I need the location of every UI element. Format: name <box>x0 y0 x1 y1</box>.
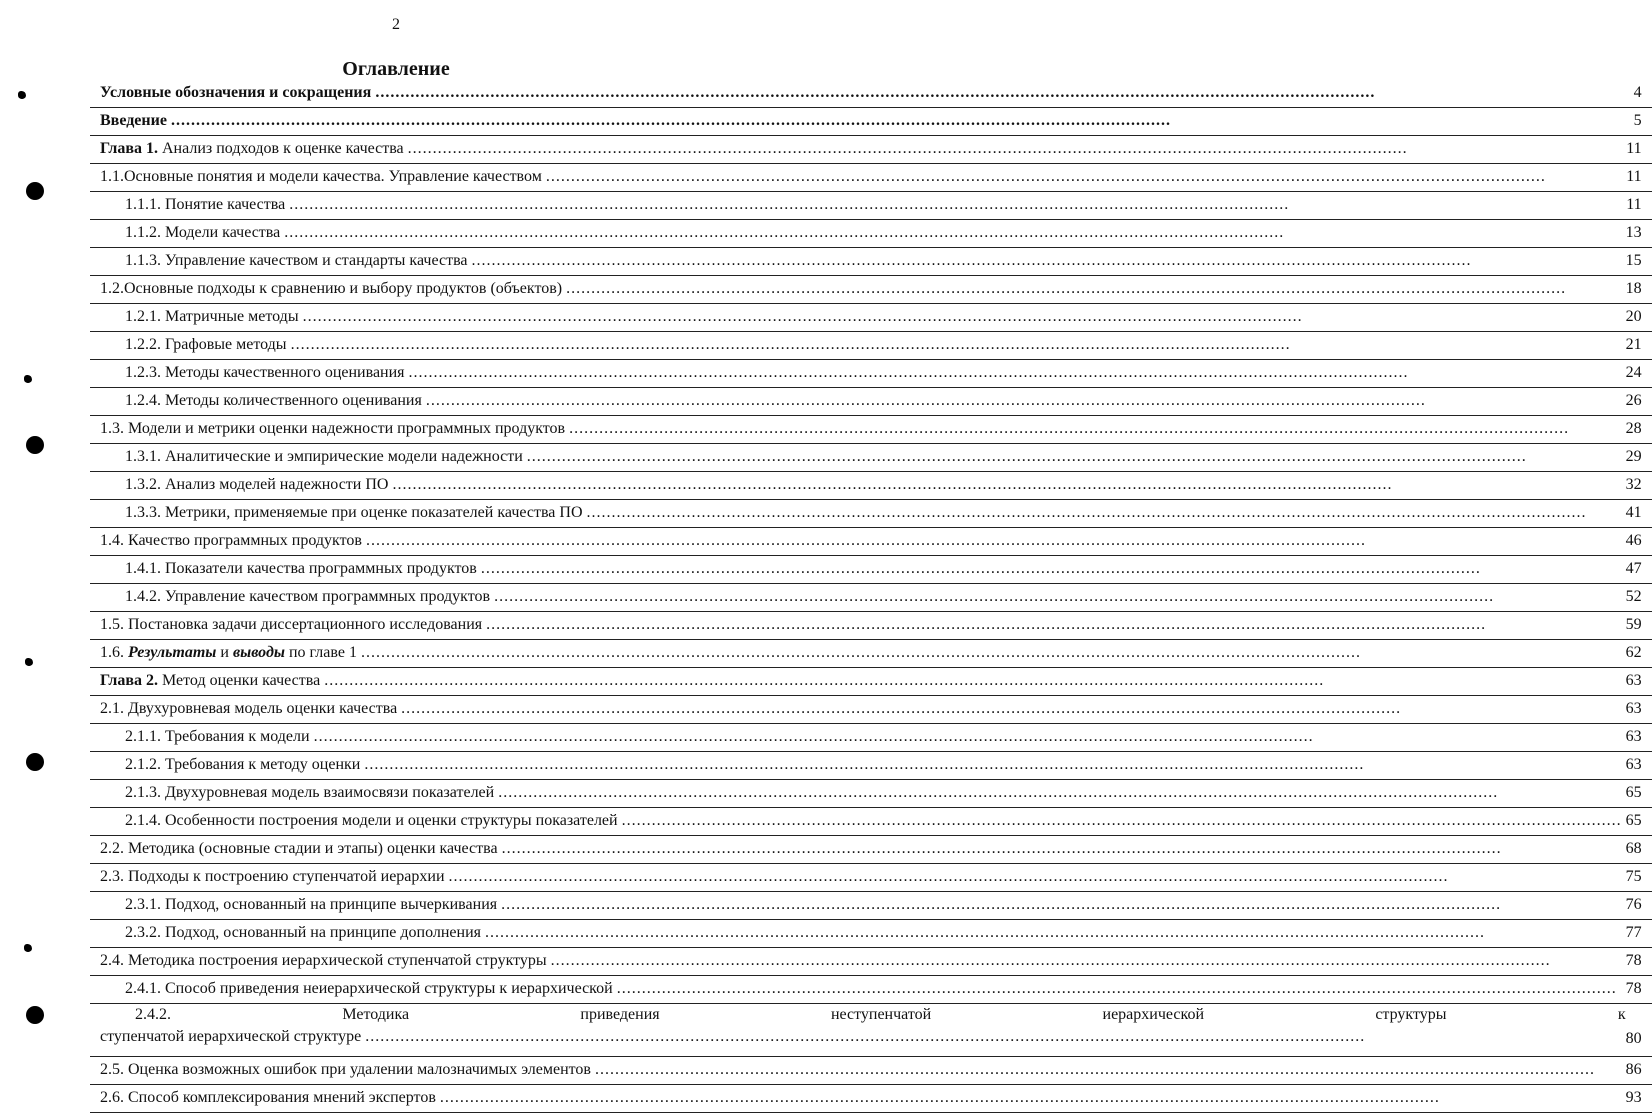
toc-entry-text <box>90 752 1626 780</box>
toc-entry-label: 1.1.3. Управление качеством и стандарты качества <box>125 252 468 269</box>
toc-entry <box>90 472 1652 500</box>
toc-entry <box>90 108 1652 136</box>
toc-entry-label: 2.3. Подходы к построению ступенчатой иерархии <box>100 868 445 885</box>
toc-entry-text <box>90 332 1626 360</box>
toc-entry-text <box>90 892 1626 920</box>
toc-entry-label <box>100 668 320 694</box>
toc-entry-label: 1.4. Качество программных продуктов <box>100 532 362 549</box>
toc-page-number: 63 <box>1626 668 1652 696</box>
toc-entry-text <box>90 388 1626 416</box>
toc-entry-line <box>125 472 1626 498</box>
toc-entry <box>90 668 1652 696</box>
toc-entry-part: по главе 1 <box>284 644 357 661</box>
toc-entry-line <box>100 864 1626 890</box>
toc-entry <box>90 388 1652 416</box>
toc-entry <box>90 1057 1652 1085</box>
toc-title: Оглавление <box>342 58 450 80</box>
toc-page-number: 13 <box>1626 220 1652 248</box>
toc-entry <box>90 920 1652 948</box>
toc-entry-line <box>100 836 1626 862</box>
toc-page-number: 93 <box>1626 1085 1652 1113</box>
toc-entry <box>90 136 1652 164</box>
toc-entry-part: Результаты <box>128 644 217 661</box>
toc-entry-label: 2.3.2. Подход, основанный на принципе дополнения <box>125 924 482 941</box>
toc-entry-text <box>90 1004 1626 1057</box>
toc-entry-label: 1.1.2. Модели качества <box>125 224 281 241</box>
toc-entry <box>90 332 1652 360</box>
toc-entry <box>90 220 1652 248</box>
toc-page-number: 52 <box>1626 584 1652 612</box>
toc-entry-text <box>90 192 1626 220</box>
toc-entry-text <box>90 416 1626 444</box>
dot-leader <box>401 696 1621 722</box>
toc-entry-line <box>125 192 1626 218</box>
toc-page-number: 28 <box>1626 416 1652 444</box>
toc-entry-label: 1.4.2. Управление качеством программных продуктов <box>125 588 491 605</box>
toc-entry <box>90 276 1652 304</box>
toc-entry <box>90 724 1652 752</box>
chapter-title: Метод оценки качества <box>158 672 321 689</box>
toc-page-number: 24 <box>1626 360 1652 388</box>
toc-entry <box>90 640 1652 668</box>
toc-entry-line <box>100 1085 1626 1111</box>
toc-entry-label <box>100 640 357 666</box>
dot-leader <box>284 220 1621 246</box>
toc-entry-label: 1.3. Модели и метрики оценки надежности программных продуктов <box>100 420 566 437</box>
toc-entry-label: 1.5. Постановка задачи диссертационного исследования <box>100 616 483 633</box>
toc-entry-text <box>90 836 1626 864</box>
dot-leader <box>440 1085 1622 1111</box>
dot-leader <box>289 192 1621 218</box>
dot-leader <box>527 444 1622 470</box>
toc-page-number: 63 <box>1626 752 1652 780</box>
toc-entry <box>90 612 1652 640</box>
toc-entry <box>90 752 1652 780</box>
toc-entry-text <box>90 864 1626 892</box>
toc-entry-line <box>125 444 1626 470</box>
toc-page-number: 5 <box>1626 108 1652 136</box>
toc-page-number: 4 <box>1626 80 1652 108</box>
toc-entry-label: 1.3.3. Метрики, применяемые при оценке показателей качества ПО <box>125 504 583 521</box>
dot-leader <box>494 584 1622 610</box>
toc-entry-text <box>90 276 1626 304</box>
toc-entry-label: 1.1.1. Понятие качества <box>125 196 286 213</box>
dot-leader <box>472 248 1622 274</box>
toc-entry-text <box>90 500 1626 528</box>
toc-entry-line <box>125 500 1626 526</box>
toc-entry-label: 2.1. Двухуровневая модель оценки качества <box>100 700 398 717</box>
toc-entry-label: 1.4.1. Показатели качества программных продуктов <box>125 560 477 577</box>
dot-leader <box>361 640 1622 666</box>
chapter-title: Анализ подходов к оценке качества <box>158 140 404 157</box>
toc-entry <box>90 556 1652 584</box>
toc-entry-label: 1.2.1. Матричные методы <box>125 308 299 325</box>
toc-entry-text <box>90 248 1626 276</box>
toc-entry-line <box>100 164 1626 190</box>
dot-leader <box>408 136 1622 162</box>
toc-page-number: 11 <box>1626 136 1652 164</box>
dot-leader <box>449 864 1622 890</box>
toc-entry-text <box>90 556 1626 584</box>
toc-entry-text <box>90 444 1626 472</box>
toc-entry-line <box>100 276 1626 302</box>
scan-speck <box>24 944 32 952</box>
scan-speck <box>24 375 32 383</box>
toc-page-number: 65 <box>1626 808 1652 836</box>
toc-entry-line <box>125 556 1626 582</box>
toc-entry <box>90 360 1652 388</box>
toc-entry-text <box>90 780 1626 808</box>
toc-page-number: 29 <box>1626 444 1652 472</box>
dot-leader <box>587 500 1622 526</box>
toc-page-number: 78 <box>1626 976 1652 1004</box>
toc-entry-label: 1.1.Основные понятия и модели качества. Управление качеством <box>100 168 542 185</box>
toc-entry-line <box>125 332 1626 358</box>
dot-leader <box>546 164 1622 190</box>
toc-entry-label: 2.1.4. Особенности построения модели и оценки структуры показателей <box>125 812 618 829</box>
toc-entry-text <box>90 1057 1626 1085</box>
toc-entry <box>90 864 1652 892</box>
toc-page-number: 77 <box>1626 920 1652 948</box>
dot-leader <box>171 108 1622 134</box>
toc-entry-line: 2.4.2. Методика приведения неступенчатой иерархической структуры к <box>135 1006 1626 1023</box>
toc-entry-line <box>125 724 1626 750</box>
toc-entry-label: 2.4. Методика построения иерархической ступенчатой структуры <box>100 952 547 969</box>
toc-entry-line <box>125 360 1626 386</box>
toc-entry <box>90 248 1652 276</box>
toc-entry-label: 2.1.1. Требования к модели <box>125 728 310 745</box>
toc-entry-line <box>125 304 1626 330</box>
scan-speck <box>25 658 33 666</box>
toc-entry-label <box>100 136 404 162</box>
toc-page-number: 59 <box>1626 612 1652 640</box>
toc-entry-line <box>125 780 1626 806</box>
table-of-contents <box>90 80 1652 1113</box>
dot-leader <box>426 388 1622 414</box>
dot-leader <box>364 752 1621 778</box>
dot-leader <box>617 976 1622 1002</box>
dot-leader <box>622 808 1622 834</box>
dot-leader <box>314 724 1622 750</box>
toc-page-number: 62 <box>1626 640 1652 668</box>
toc-entry-text <box>90 472 1626 500</box>
toc-entry-line <box>100 668 1626 694</box>
toc-page-number: 80 <box>1626 1004 1652 1057</box>
toc-entry-text <box>90 808 1626 836</box>
toc-entry-text <box>90 1085 1626 1113</box>
toc-entry-text <box>90 164 1626 192</box>
toc-page-number: 11 <box>1626 192 1652 220</box>
toc-entry-label: 2.1.2. Требования к методу оценки <box>125 756 361 773</box>
punch-hole <box>26 436 44 454</box>
toc-entry-label: Введение <box>100 112 167 129</box>
toc-entry-line <box>100 416 1626 442</box>
dot-leader <box>375 80 1621 106</box>
dot-leader <box>392 472 1621 498</box>
dot-leader <box>409 360 1622 386</box>
toc-entry-label: 2.2. Методика (основные стадии и этапы) оценки качества <box>100 840 498 857</box>
toc-page-number: 47 <box>1626 556 1652 584</box>
toc-entry <box>90 444 1652 472</box>
toc-entry <box>90 500 1652 528</box>
toc-page-number: 86 <box>1626 1057 1652 1085</box>
toc-page-number: 32 <box>1626 472 1652 500</box>
toc-entry <box>90 304 1652 332</box>
toc-entry-line <box>100 528 1626 554</box>
dot-leader <box>291 332 1622 358</box>
toc-entry <box>90 416 1652 444</box>
toc-entry-line <box>100 80 1626 106</box>
chapter-prefix: Глава 2. <box>100 672 158 689</box>
toc-entry-label: 1.3.2. Анализ моделей надежности ПО <box>125 476 389 493</box>
toc-entry-line <box>125 584 1626 610</box>
toc-entry <box>90 80 1652 108</box>
toc-entry <box>90 780 1652 808</box>
toc-page-number: 75 <box>1626 864 1652 892</box>
toc-page-number: 46 <box>1626 528 1652 556</box>
toc-entry-text <box>90 80 1626 108</box>
toc-entry-label: 1.2.Основные подходы к сравнению и выбору продуктов (объектов) <box>100 280 563 297</box>
toc-entry-line <box>125 752 1626 778</box>
toc-entry-label: 1.2.4. Методы количественного оценивания <box>125 392 422 409</box>
toc-entry-text <box>90 668 1626 696</box>
toc-page-number: 26 <box>1626 388 1652 416</box>
dot-leader <box>595 1057 1622 1083</box>
dot-leader <box>485 920 1622 946</box>
toc-page-number: 65 <box>1626 780 1652 808</box>
toc-entry-text <box>90 136 1626 164</box>
toc-entry-text <box>90 584 1626 612</box>
punch-hole <box>26 753 44 771</box>
page-number: 2 <box>392 16 400 33</box>
toc-entry-line <box>100 696 1626 722</box>
toc-entry-label: ступенчатой иерархической структуре <box>100 1028 362 1045</box>
scan-speck <box>18 91 26 99</box>
toc-entry-line <box>125 388 1626 414</box>
toc-entry <box>90 976 1652 1004</box>
toc-entry <box>90 696 1652 724</box>
toc-page-number: 18 <box>1626 276 1652 304</box>
toc-entry-label: 2.1.3. Двухуровневая модель взаимосвязи показателей <box>125 784 495 801</box>
toc-page-number: 78 <box>1626 948 1652 976</box>
toc-entry-text <box>90 108 1626 136</box>
toc-page-number: 63 <box>1626 724 1652 752</box>
toc-entry-part: и <box>216 644 233 661</box>
toc-entry <box>90 836 1652 864</box>
dot-leader <box>551 948 1622 974</box>
toc-entry-text <box>90 976 1626 1004</box>
toc-entry-line <box>125 808 1626 834</box>
toc-entry-label: 1.2.2. Графовые методы <box>125 336 287 353</box>
toc-entry-line <box>100 136 1626 162</box>
toc-page-number: 76 <box>1626 892 1652 920</box>
toc-entry-text <box>90 696 1626 724</box>
dot-leader <box>481 556 1622 582</box>
toc-entry-text <box>90 360 1626 388</box>
dot-leader <box>569 416 1621 442</box>
toc-entry <box>90 808 1652 836</box>
toc-entry-line <box>100 612 1626 638</box>
toc-entry-label: 2.6. Способ комплексирования мнений экспертов <box>100 1089 436 1106</box>
toc-entry-part: 1.6. <box>100 644 128 661</box>
toc-entry <box>90 164 1652 192</box>
toc-entry-line <box>125 892 1626 918</box>
toc-entry-text <box>90 528 1626 556</box>
toc-page-number: 21 <box>1626 332 1652 360</box>
dot-leader <box>486 612 1621 638</box>
toc-entry-label: 1.2.3. Методы качественного оценивания <box>125 364 405 381</box>
toc-page-number: 41 <box>1626 500 1652 528</box>
toc-page-number: 11 <box>1626 164 1652 192</box>
toc-entry <box>90 1004 1652 1057</box>
toc-entry-text <box>90 640 1626 668</box>
toc-entry <box>90 584 1652 612</box>
dot-leader <box>501 892 1621 918</box>
toc-page-number: 63 <box>1626 696 1652 724</box>
toc-entry-line <box>100 108 1626 134</box>
toc-entry-line <box>100 640 1626 666</box>
toc-entry-text <box>90 724 1626 752</box>
toc-entry-line <box>100 948 1626 974</box>
toc-entry-label: 1.3.1. Аналитические и эмпирические модели надежности <box>125 448 523 465</box>
toc-entry-line <box>125 248 1626 274</box>
toc-entry-label: 2.3.1. Подход, основанный на принципе вычеркивания <box>125 896 498 913</box>
dot-leader <box>365 1026 1625 1048</box>
toc-entry-line <box>125 920 1626 946</box>
punch-hole <box>26 1006 44 1024</box>
toc-page-number: 68 <box>1626 836 1652 864</box>
toc-entry <box>90 892 1652 920</box>
dot-leader <box>502 836 1622 862</box>
toc-entry-text <box>90 920 1626 948</box>
toc-entry-part: выводы <box>232 644 285 661</box>
toc-entry-label: 2.4.1. Способ приведения неиерархической структуры к иерархической <box>125 980 613 997</box>
chapter-prefix: Глава 1. <box>100 140 158 157</box>
toc-entry-line <box>100 1057 1626 1083</box>
dot-leader <box>366 528 1622 554</box>
toc-entry-text <box>90 612 1626 640</box>
dot-leader <box>303 304 1622 330</box>
toc-entry-label: 2.5. Оценка возможных ошибок при удалении малозначимых элементов <box>100 1061 591 1078</box>
punch-hole <box>26 182 44 200</box>
toc-entry-line <box>125 976 1626 1002</box>
dot-leader <box>324 668 1621 694</box>
toc-entry <box>90 1085 1652 1113</box>
toc-entry-text <box>90 304 1626 332</box>
toc-entry-text <box>90 220 1626 248</box>
toc-entry-text <box>90 948 1626 976</box>
toc-entry <box>90 528 1652 556</box>
toc-page-number: 20 <box>1626 304 1652 332</box>
dot-leader <box>498 780 1621 806</box>
toc-entry-line <box>125 220 1626 246</box>
toc-page-number: 15 <box>1626 248 1652 276</box>
dot-leader <box>566 276 1621 302</box>
toc-entry-line <box>100 1026 1626 1048</box>
toc-entry <box>90 192 1652 220</box>
toc-entry <box>90 948 1652 976</box>
toc-entry-label: Условные обозначения и сокращения <box>100 84 372 101</box>
